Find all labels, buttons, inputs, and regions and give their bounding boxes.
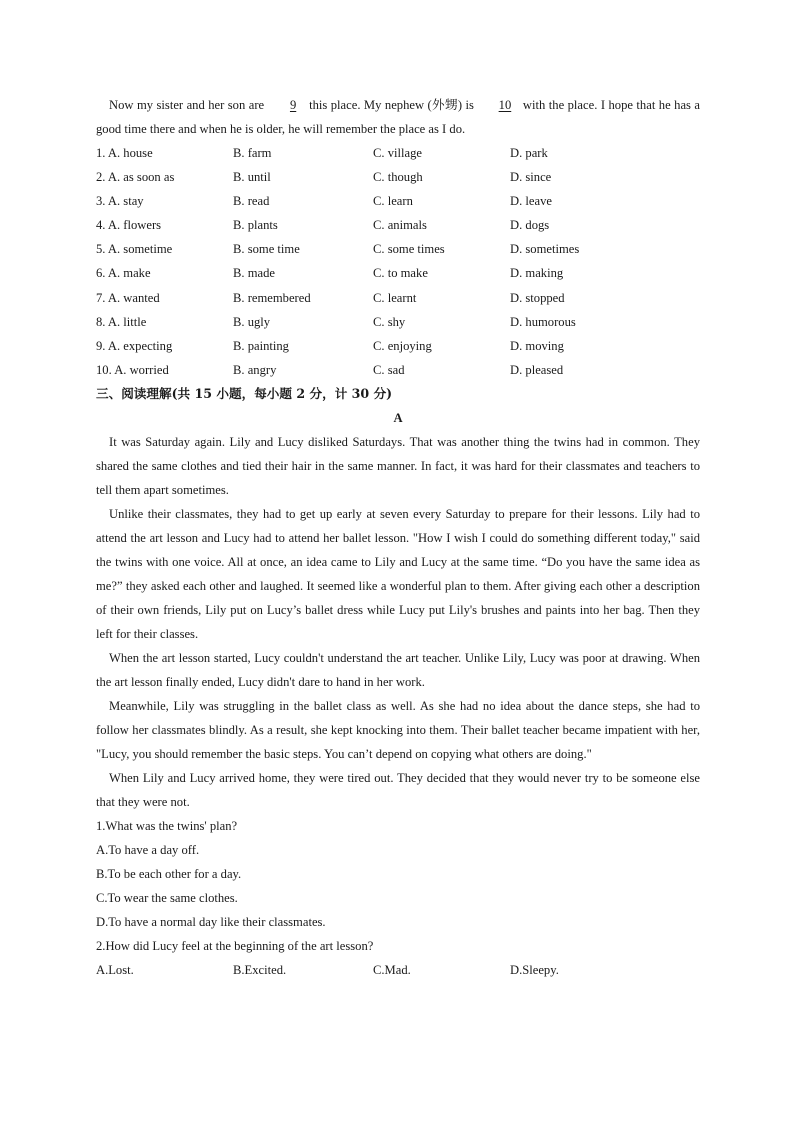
option-d: D. humorous	[510, 314, 576, 329]
option-c: C. learnt	[373, 290, 417, 305]
option-c: C. village	[373, 146, 422, 160]
page-content	[96, 93, 700, 982]
passage-paragraph: Meanwhile, Lily was struggling in the ballet class as well. As she had no idea about the dance steps, she had to follow her classmates blindly. As a result, she kept knocking into them. Their ballet teacher became impatient with her, "Lucy, you should remember the basic steps. You can’t depend on copying what others are doing."	[96, 698, 700, 761]
blank-10: 10	[498, 98, 512, 112]
option-a: 3. A. stay	[96, 194, 144, 209]
cloze-option-row	[96, 286, 700, 310]
option-d: D. park	[510, 146, 548, 160]
option-a: 6. A. make	[96, 266, 151, 281]
option-b: B. until	[233, 170, 271, 185]
answer-option: D.To have a normal day like their classmates.	[96, 914, 326, 929]
option-b: B. angry	[233, 362, 277, 377]
answer-options-row	[96, 958, 700, 982]
option-a: 2. A. as soon as	[96, 170, 175, 185]
option-d: D. dogs	[510, 218, 550, 233]
option-b: B. read	[233, 194, 270, 209]
cloze-option-row	[96, 165, 700, 189]
option-c: C. sad	[373, 362, 405, 377]
answer-option: A.Lost.	[96, 962, 134, 977]
option-a: 1. A. house	[96, 146, 153, 160]
cloze-option-row	[96, 261, 700, 285]
option-a: 9. A. expecting	[96, 338, 173, 353]
option-b: B. plants	[233, 218, 278, 233]
question-stem: 1.What was the twins' plan?	[96, 818, 238, 833]
option-a: 5. A. sometime	[96, 242, 173, 257]
question-stem: 2.How did Lucy feel at the beginning of the art lesson?	[96, 938, 374, 953]
intro-text-2: this place. My nephew (外甥) is	[305, 98, 478, 112]
option-c: C. shy	[373, 314, 406, 329]
option-c: C. though	[373, 170, 423, 185]
passage-paragraph: When the art lesson started, Lucy couldn't understand the art teacher. Unlike Lily, Lucy was poor at drawing. When the art lesson finally ended, Lucy didn't dare to hand in her work.	[96, 650, 700, 689]
option-b: B. remembered	[233, 290, 311, 305]
option-c: C. to make	[373, 266, 428, 281]
option-d: D. since	[510, 170, 552, 185]
intro-text-1: Now my sister and her son are	[109, 98, 268, 112]
option-d: D. sometimes	[510, 242, 580, 257]
option-d: D. leave	[510, 194, 552, 209]
cloze-option-row	[96, 213, 700, 237]
cloze-options	[96, 141, 700, 382]
option-d: D. moving	[510, 338, 564, 353]
cloze-option-row	[96, 334, 700, 358]
answer-option: C.To wear the same clothes.	[96, 890, 238, 905]
option-c: C. learn	[373, 194, 413, 209]
option-d: D. pleased	[510, 362, 564, 377]
option-b: B. made	[233, 266, 275, 281]
passage-paragraph: Unlike their classmates, they had to get up early at seven every Saturday to prepare for their lessons. Lily had to attend the art lesson and Lucy had to attend her ballet lesson. "How I wish I could do something different today," said the twins with one voice. All at once, an idea came to Lily and Lucy at the same time. “Do you have the same idea as me?” they asked each other and laughed. It seemed like a wonderful plan to them. After giving each other a description of their own friends, Lily put on Lucy’s ballet dress while Lucy put Lily's brushes and paints into her bag. Then they left for their classes.	[96, 506, 700, 641]
option-b: B. farm	[233, 146, 272, 160]
intro-text-3: with the place. I hope that he has a good time there and when he is older, he will remember the place as I do.	[96, 98, 700, 136]
option-a: 4. A. flowers	[96, 218, 162, 233]
option-c: C. enjoying	[373, 338, 432, 353]
option-b: B. some time	[233, 242, 300, 257]
option-b: B. painting	[233, 338, 289, 353]
option-d: D. stopped	[510, 290, 565, 305]
option-c: C. animals	[373, 218, 427, 233]
answer-option: B.Excited.	[233, 962, 287, 977]
passage-paragraph: When Lily and Lucy arrived home, they were tired out. They decided that they would never try to be someone else that they were not.	[96, 770, 700, 809]
blank-9: 9	[289, 98, 297, 112]
option-a: 8. A. little	[96, 314, 147, 329]
answer-option: C.Mad.	[373, 962, 411, 977]
option-b: B. ugly	[233, 314, 271, 329]
passage-label: A	[393, 410, 403, 425]
section-heading: 三、阅读理解(共 15 小题，每小题 2 分，计 30 分)	[96, 385, 393, 401]
answer-option: D.Sleepy.	[510, 962, 559, 977]
answer-option: B.To be each other for a day.	[96, 866, 242, 881]
answer-option: A.To have a day off.	[96, 842, 200, 857]
cloze-option-row	[96, 358, 700, 382]
option-a: 7. A. wanted	[96, 290, 160, 305]
cloze-option-row	[96, 189, 700, 213]
option-d: D. making	[510, 266, 564, 281]
cloze-option-row	[96, 141, 700, 165]
option-c: C. some times	[373, 242, 445, 257]
cloze-intro-paragraph	[96, 93, 700, 141]
option-a: 10. A. worried	[96, 362, 169, 377]
cloze-option-row	[96, 237, 700, 261]
passage-paragraph: It was Saturday again. Lily and Lucy disliked Saturdays. That was another thing the twins had in common. They shared the same clothes and tied their hair in the same manner. In fact, it was hard for their classmates and teachers to tell them apart sometimes.	[96, 434, 700, 497]
cloze-option-row	[96, 310, 700, 334]
